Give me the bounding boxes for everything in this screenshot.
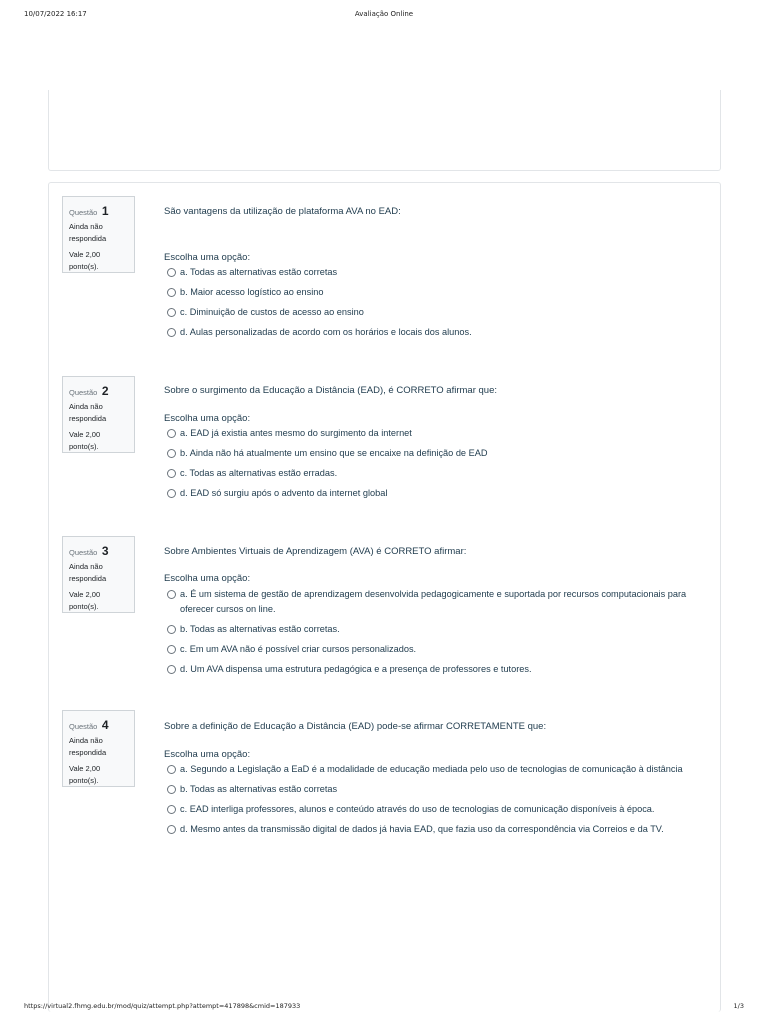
radio-button[interactable] — [167, 825, 176, 834]
answer-option[interactable] — [164, 622, 709, 637]
question-number: 4 — [101, 718, 109, 732]
answer-prompt: Escolha uma opção: — [164, 413, 251, 424]
answer-list — [164, 265, 709, 340]
answer-option[interactable] — [164, 802, 709, 817]
print-title: Avaliação Online — [354, 10, 414, 18]
question-info-4 — [62, 710, 135, 787]
answer-label: c. Em um AVA não é possível criar cursos personalizados. — [180, 644, 417, 654]
answer-label: b. Todas as alternativas estão corretas. — [180, 624, 340, 634]
answer-label: c. EAD interliga professores, alunos e conteúdo através do uso de tecnologias de comunicação disponíveis à época. — [180, 804, 655, 814]
answer-label: c. Diminuição de custos de acesso ao ensino — [180, 307, 364, 317]
answer-list — [164, 426, 709, 501]
radio-button[interactable] — [167, 308, 176, 317]
print-page-number: 1/3 — [733, 1002, 744, 1010]
answer-option[interactable] — [164, 486, 709, 501]
radio-button[interactable] — [167, 665, 176, 674]
answer-option[interactable] — [164, 642, 709, 657]
question-label: Questão — [69, 208, 98, 217]
question-state: Ainda não respondida — [69, 736, 107, 757]
previous-content-card — [48, 90, 721, 171]
answer-label: d. Mesmo antes da transmissão digital de dados já havia EAD, que fazia uso da correspondência via Correios e da TV. — [180, 824, 664, 834]
answer-option[interactable] — [164, 265, 709, 280]
answer-list — [164, 587, 709, 677]
question-number: 1 — [101, 204, 109, 218]
answer-label: d. Um AVA dispensa uma estrutura pedagógica e a presença de professores e tutores. — [180, 664, 532, 674]
question-state: Ainda não respondida — [69, 562, 107, 583]
question-number: 2 — [101, 384, 109, 398]
question-state: Ainda não respondida — [69, 222, 107, 243]
print-date: 10/07/2022 16:17 — [24, 10, 87, 18]
answer-option[interactable] — [164, 587, 709, 617]
question-text: Sobre a definição de Educação a Distância (EAD) pode-se afirmar CORRETAMENTE que: — [164, 721, 547, 732]
question-label: Questão — [69, 388, 98, 397]
radio-button[interactable] — [167, 449, 176, 458]
radio-button[interactable] — [167, 469, 176, 478]
answer-label: b. Ainda não há atualmente um ensino que se encaixe na definição de EAD — [180, 448, 488, 458]
question-label: Questão — [69, 548, 98, 557]
answer-option[interactable] — [164, 782, 709, 797]
question-grade: Vale 2,00 ponto(s). — [69, 590, 101, 611]
answer-option[interactable] — [164, 446, 709, 461]
radio-button[interactable] — [167, 785, 176, 794]
answer-option[interactable] — [164, 285, 709, 300]
answer-prompt: Escolha uma opção: — [164, 749, 251, 760]
print-footer — [0, 1002, 768, 1014]
question-number: 3 — [101, 544, 109, 558]
answer-label: b. Todas as alternativas estão corretas — [180, 784, 338, 794]
answer-label: b. Maior acesso logístico ao ensino — [180, 287, 324, 297]
answer-label: a. É um sistema de gestão de aprendizagem desenvolvida pedagogicamente e suportada por recursos computacionais para oferecer cursos on line. — [180, 589, 687, 614]
radio-button[interactable] — [167, 489, 176, 498]
question-info-3 — [62, 536, 135, 613]
answer-label: a. Segundo a Legislação a EaD é a modalidade de educação mediada pelo uso de tecnologias de comunicação à distância — [180, 764, 683, 774]
answer-label: a. EAD já existia antes mesmo do surgimento da internet — [180, 428, 412, 438]
answer-prompt: Escolha uma opção: — [164, 252, 251, 263]
question-grade: Vale 2,00 ponto(s). — [69, 250, 101, 271]
print-header — [0, 10, 768, 24]
question-body-4 — [164, 720, 709, 837]
question-info-1 — [62, 196, 135, 273]
radio-button[interactable] — [167, 645, 176, 654]
radio-button[interactable] — [167, 328, 176, 337]
question-grade: Vale 2,00 ponto(s). — [69, 430, 101, 451]
answer-label: c. Todas as alternativas estão erradas. — [180, 468, 338, 478]
answer-option[interactable] — [164, 466, 709, 481]
radio-button[interactable] — [167, 765, 176, 774]
radio-button[interactable] — [167, 288, 176, 297]
answer-label: a. Todas as alternativas estão corretas — [180, 267, 338, 277]
radio-button[interactable] — [167, 805, 176, 814]
question-body-3 — [164, 545, 709, 677]
answer-label: d. EAD só surgiu após o advento da internet global — [180, 488, 388, 498]
answer-option[interactable] — [164, 305, 709, 320]
question-state: Ainda não respondida — [69, 402, 107, 423]
question-grade: Vale 2,00 ponto(s). — [69, 764, 101, 785]
answer-prompt: Escolha uma opção: — [164, 573, 251, 584]
question-info-2 — [62, 376, 135, 453]
answer-option[interactable] — [164, 762, 709, 777]
question-label: Questão — [69, 722, 98, 731]
answer-option[interactable] — [164, 822, 709, 837]
print-url: https://virtual2.fhmg.edu.br/mod/quiz/attempt.php?attempt=417898&cmid=187933 — [24, 1002, 301, 1010]
answer-option[interactable] — [164, 426, 709, 441]
radio-button[interactable] — [167, 429, 176, 438]
answer-option[interactable] — [164, 662, 709, 677]
question-body-1 — [164, 205, 709, 340]
radio-button[interactable] — [167, 590, 176, 599]
answer-option[interactable] — [164, 325, 709, 340]
answer-list — [164, 762, 709, 837]
radio-button[interactable] — [167, 625, 176, 634]
answer-label: d. Aulas personalizadas de acordo com os horários e locais dos alunos. — [180, 327, 472, 337]
question-text: Sobre Ambientes Virtuais de Aprendizagem (AVA) é CORRETO afirmar: — [164, 546, 467, 557]
question-text: Sobre o surgimento da Educação a Distância (EAD), é CORRETO afirmar que: — [164, 385, 497, 396]
radio-button[interactable] — [167, 268, 176, 277]
question-body-2 — [164, 384, 709, 501]
question-text: São vantagens da utilização de plataforma AVA no EAD: — [164, 206, 401, 217]
